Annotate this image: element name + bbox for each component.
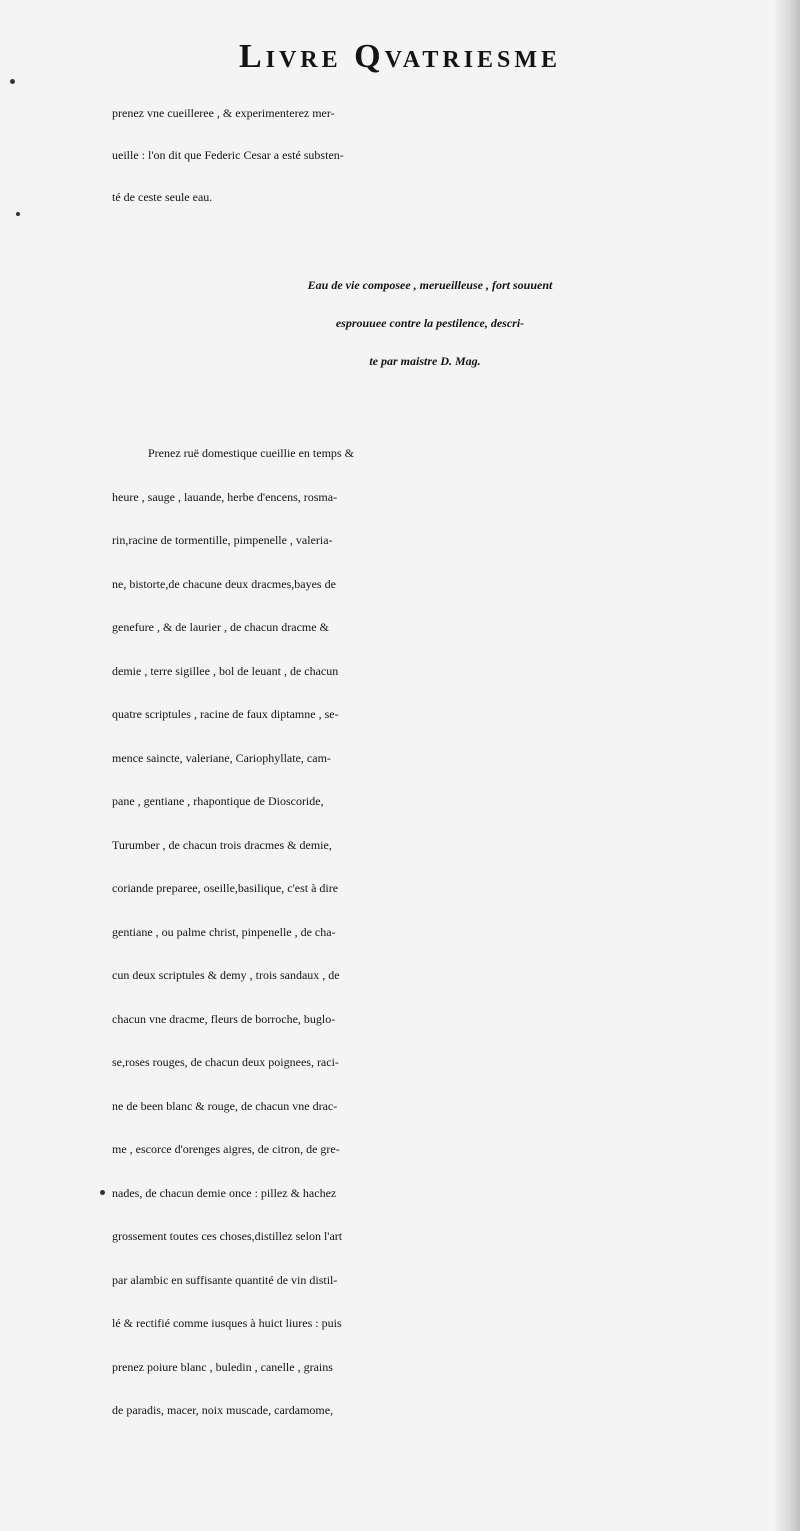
text-line: mence saincte, valeriane, Cariophyllate, cam- <box>112 750 331 765</box>
text-line: grossement toutes ces choses,distillez selon l'art <box>112 1229 343 1243</box>
text-line: gentiane , ou palme christ, pinpenelle , de cha- <box>112 924 336 939</box>
text-line: Prenez ruë domestique cueillie en temps & <box>148 446 354 460</box>
text-line: heure , sauge , lauande, herbe d'encens, rosma- <box>112 489 338 504</box>
text-line: pane , gentiane , rhapontique de Dioscoride, <box>112 794 324 808</box>
text-line: ueille : l'on dit que Federic Cesar a esté substen- <box>112 148 344 162</box>
text-line: par alambic en suffisante quantité de vin distil- <box>112 1272 338 1287</box>
text-line: coriande preparee, oseille,basilique, c'est à dire <box>112 881 339 895</box>
top-paragraph <box>112 92 800 218</box>
text-line: genefure , & de laurier , de chacun dracme & <box>112 620 329 634</box>
text-line: ne, bistorte,de chacune deux dracmes,bayes de <box>112 576 336 591</box>
section-title-line: te par maistre D. Mag. <box>369 354 481 368</box>
text-line: chacun vne dracme, fleurs de borroche, buglo- <box>112 1011 336 1026</box>
body-paragraph <box>112 432 800 1433</box>
text-line: se,roses rouges, de chacun deux poignees, raci- <box>112 1055 339 1069</box>
ink-speck <box>16 212 20 216</box>
text-line: té de ceste seule eau. <box>112 190 213 204</box>
text-line: ne de been blanc & rouge, de chacun vne drac- <box>112 1098 338 1113</box>
text-line: cun deux scriptules & demy , trois sandaux , de <box>112 968 340 982</box>
ink-speck <box>10 79 15 84</box>
section-title <box>0 266 800 380</box>
text-line: demie , terre sigillee , bol de leuant , de chacun <box>112 663 339 678</box>
text-line: lé & rectifié comme iusques à huict liures : puis <box>112 1316 342 1330</box>
text-line: quatre scriptules , racine de faux diptamne , se- <box>112 707 339 721</box>
text-line: nades, de chacun demie once : pillez & hachez <box>112 1185 337 1200</box>
text-line: prenez vne cueilleree , & experimenterez mer- <box>112 106 335 120</box>
text-line: prenez poiure blanc , buledin , canelle , grains <box>112 1359 333 1374</box>
text-line: Turumber , de chacun trois dracmes & demie, <box>112 837 332 852</box>
text-line: rin,racine de tormentille, pimpenelle , valeria- <box>112 533 333 547</box>
section-title-line: Eau de vie composee , merueilleuse , fort souuent <box>307 278 553 292</box>
running-head: Livre Qvatriesme <box>238 38 562 75</box>
ink-speck <box>100 1190 105 1195</box>
text-line: me , escorce d'orenges aigres, de citron, de gre- <box>112 1142 340 1156</box>
text-line: de paradis, macer, noix muscade, cardamome, <box>112 1403 334 1417</box>
section-title-line: esprouuee contre la pestilence, descri- <box>335 316 525 330</box>
